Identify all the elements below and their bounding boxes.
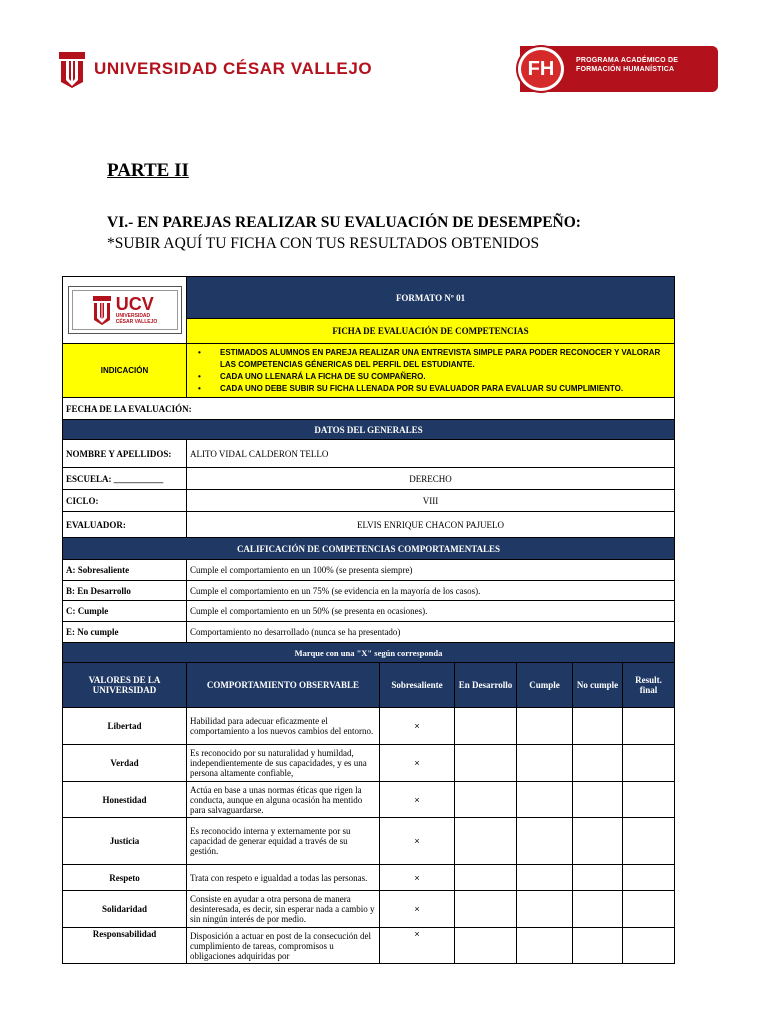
comportamiento-cell: Consiste en ayudar a otra persona de manera desinteresada, es decir, sin esperar nada a cambio y sin ningún interés de por medio. (187, 891, 380, 928)
ucv-shield-icon (58, 50, 86, 88)
mark-cell[interactable] (455, 818, 517, 865)
mark-cell[interactable] (455, 891, 517, 928)
comportamiento-cell: Trata con respeto e igualdad a todas las personas. (187, 865, 380, 891)
col-header: COMPORTAMIENTO OBSERVABLE (187, 663, 380, 708)
parte-heading: PARTE II (107, 160, 189, 181)
valor-cell: Respeto (63, 865, 187, 891)
calificacion-header: CALIFICACIÓN DE COMPETENCIAS COMPORTAMENTALES (63, 538, 675, 560)
table-row (63, 891, 675, 928)
ciclo-label: CICLO: (63, 490, 187, 512)
program-name: PROGRAMA ACADÉMICO DE FORMACIÓN HUMANÍSTICA (576, 57, 679, 73)
indicaciones-cell (187, 344, 675, 398)
mark-cell[interactable] (573, 891, 623, 928)
result-cell[interactable] (623, 818, 675, 865)
mark-cell[interactable]: × (380, 865, 455, 891)
ciclo-value[interactable]: VIII (187, 490, 675, 512)
col-header: En Desarrollo (455, 663, 517, 708)
indicacion-label: INDICACIÓN (63, 344, 187, 398)
valor-cell: Honestidad (63, 782, 187, 818)
mark-cell[interactable] (517, 745, 573, 782)
result-cell[interactable] (623, 708, 675, 745)
valor-cell: Responsabilidad (63, 928, 187, 964)
table-row (63, 708, 675, 745)
escala-desc: Cumple el comportamiento en un 100% (se presenta siempre) (187, 560, 675, 581)
ficha-title: FICHA DE EVALUACIÓN DE COMPETENCIAS (187, 319, 675, 344)
mark-cell[interactable] (573, 818, 623, 865)
mark-cell[interactable]: × (380, 745, 455, 782)
valor-cell: Justicia (63, 818, 187, 865)
comportamiento-cell: Es reconocido interna y externamente por su capacidad de generar equidad a través de su gestión. (187, 818, 380, 865)
escala-desc: Cumple el comportamiento en un 50% (se presenta en ocasiones). (187, 601, 675, 622)
marque-instruction: Marque con una "X" según corresponda (63, 643, 675, 663)
fh-program-logo (520, 46, 718, 92)
mark-cell[interactable] (455, 865, 517, 891)
mark-cell[interactable]: × (380, 928, 455, 964)
table-row (63, 818, 675, 865)
indicacion-item: • CADA UNO DEBE SUBIR SU FICHA LLENADA POR SU EVALUADOR PARA EVALUAR SU CUMPLIMIENTO. (190, 383, 671, 395)
mark-cell[interactable] (573, 708, 623, 745)
fecha-value[interactable] (380, 398, 675, 420)
comportamiento-cell: Es reconocido por su naturalidad y humildad, independientemente de sus capacidades, y es una persona altamente confiable, (187, 745, 380, 782)
mark-cell[interactable] (517, 891, 573, 928)
mark-cell[interactable]: × (380, 708, 455, 745)
escala-label: E: No cumple (63, 622, 187, 643)
col-header: Result. final (623, 663, 675, 708)
ucv-mini-text: UCV (115, 294, 154, 314)
nombre-label: NOMBRE Y APELLIDOS: (63, 440, 187, 468)
mark-cell[interactable]: × (380, 891, 455, 928)
col-header: Cumple (517, 663, 573, 708)
form-logo-cell (63, 277, 187, 344)
ucv-header-logo (58, 48, 372, 90)
university-name: UNIVERSIDAD CÉSAR VALLEJO (94, 59, 373, 78)
valor-cell: Solidaridad (63, 891, 187, 928)
datos-header: DATOS DEL GENERALES (63, 420, 675, 440)
mark-cell[interactable] (455, 782, 517, 818)
table-row (63, 745, 675, 782)
fh-logo: FH (518, 47, 564, 91)
col-header: VALORES DE LA UNIVERSIDAD (63, 663, 187, 708)
formato-title: FORMATO Nº 01 (187, 277, 675, 319)
mark-cell[interactable] (517, 865, 573, 891)
evaluation-form (62, 276, 675, 964)
comportamiento-cell: Habilidad para adecuar eficazmente el comportamiento a los nuevos cambios del entorno. (187, 708, 380, 745)
comportamiento-cell: Actúa en base a unas normas éticas que rigen la conducta, aunque en alguna ocasión ha mentido para salvaguardarse. (187, 782, 380, 818)
ucv-mini-shield-icon (92, 295, 112, 325)
table-row (63, 865, 675, 891)
col-header: No cumple (573, 663, 623, 708)
result-cell[interactable] (623, 891, 675, 928)
valor-cell: Verdad (63, 745, 187, 782)
col-header: Sobresaliente (380, 663, 455, 708)
result-cell[interactable] (623, 865, 675, 891)
mark-cell[interactable]: × (380, 782, 455, 818)
escala-label: A: Sobresaliente (63, 560, 187, 581)
nombre-value[interactable]: ALITO VIDAL CALDERON TELLO (187, 440, 675, 468)
mark-cell[interactable] (517, 708, 573, 745)
evaluador-label: EVALUADOR: (63, 512, 187, 538)
section-title: VI.- EN PAREJAS REALIZAR SU EVALUACIÓN DE DESEMPEÑO: (107, 214, 581, 231)
mark-cell[interactable] (455, 745, 517, 782)
escuela-label: ESCUELA: ___________ (63, 468, 187, 490)
table-row (63, 782, 675, 818)
escuela-value[interactable]: DERECHO (187, 468, 675, 490)
indicacion-item: • ESTIMADOS ALUMNOS EN PAREJA REALIZAR UNA ENTREVISTA SIMPLE PARA PODER RECONOCER Y VALORAR LAS COMPETENCIAS GÉNERICAS DEL PERFIL DEL ESTUDIANTE. (190, 347, 671, 371)
result-cell[interactable] (623, 928, 675, 964)
result-cell[interactable] (623, 745, 675, 782)
result-cell[interactable] (623, 782, 675, 818)
mark-cell[interactable] (573, 865, 623, 891)
mark-cell[interactable] (455, 708, 517, 745)
mark-cell[interactable] (517, 782, 573, 818)
escala-desc: Cumple el comportamiento en un 75% (se evidencia en la mayoría de los casos). (187, 581, 675, 601)
mark-cell[interactable]: × (380, 818, 455, 865)
valor-cell: Libertad (63, 708, 187, 745)
ucv-form-logo: UCV UNIVERSIDAD CÉSAR VALLEJO (68, 286, 182, 334)
mark-cell[interactable] (573, 782, 623, 818)
mark-cell[interactable] (455, 928, 517, 964)
section-subtitle: *SUBIR AQUÍ TU FICHA CON TUS RESULTADOS OBTENIDOS (107, 235, 540, 252)
mark-cell[interactable] (517, 818, 573, 865)
escala-label: C: Cumple (63, 601, 187, 622)
comportamiento-cell: Disposición a actuar en post de la consecución del cumplimiento de tareas, compromisos u obligaciones adquiridas por (187, 928, 380, 964)
mark-cell[interactable] (517, 928, 573, 964)
fecha-label: FECHA DE LA EVALUACIÓN: (63, 398, 380, 420)
escala-desc: Comportamiento no desarrollado (nunca se ha presentado) (187, 622, 675, 643)
mark-cell[interactable] (573, 928, 623, 964)
table-row (63, 928, 675, 964)
mark-cell[interactable] (573, 745, 623, 782)
indicacion-item: • CADA UNO LLENARÁ LA FICHA DE SU COMPAÑERO. (190, 371, 671, 383)
evaluador-value[interactable]: ELVIS ENRIQUE CHACON PAJUELO (187, 512, 675, 538)
escala-label: B: En Desarrollo (63, 581, 187, 601)
